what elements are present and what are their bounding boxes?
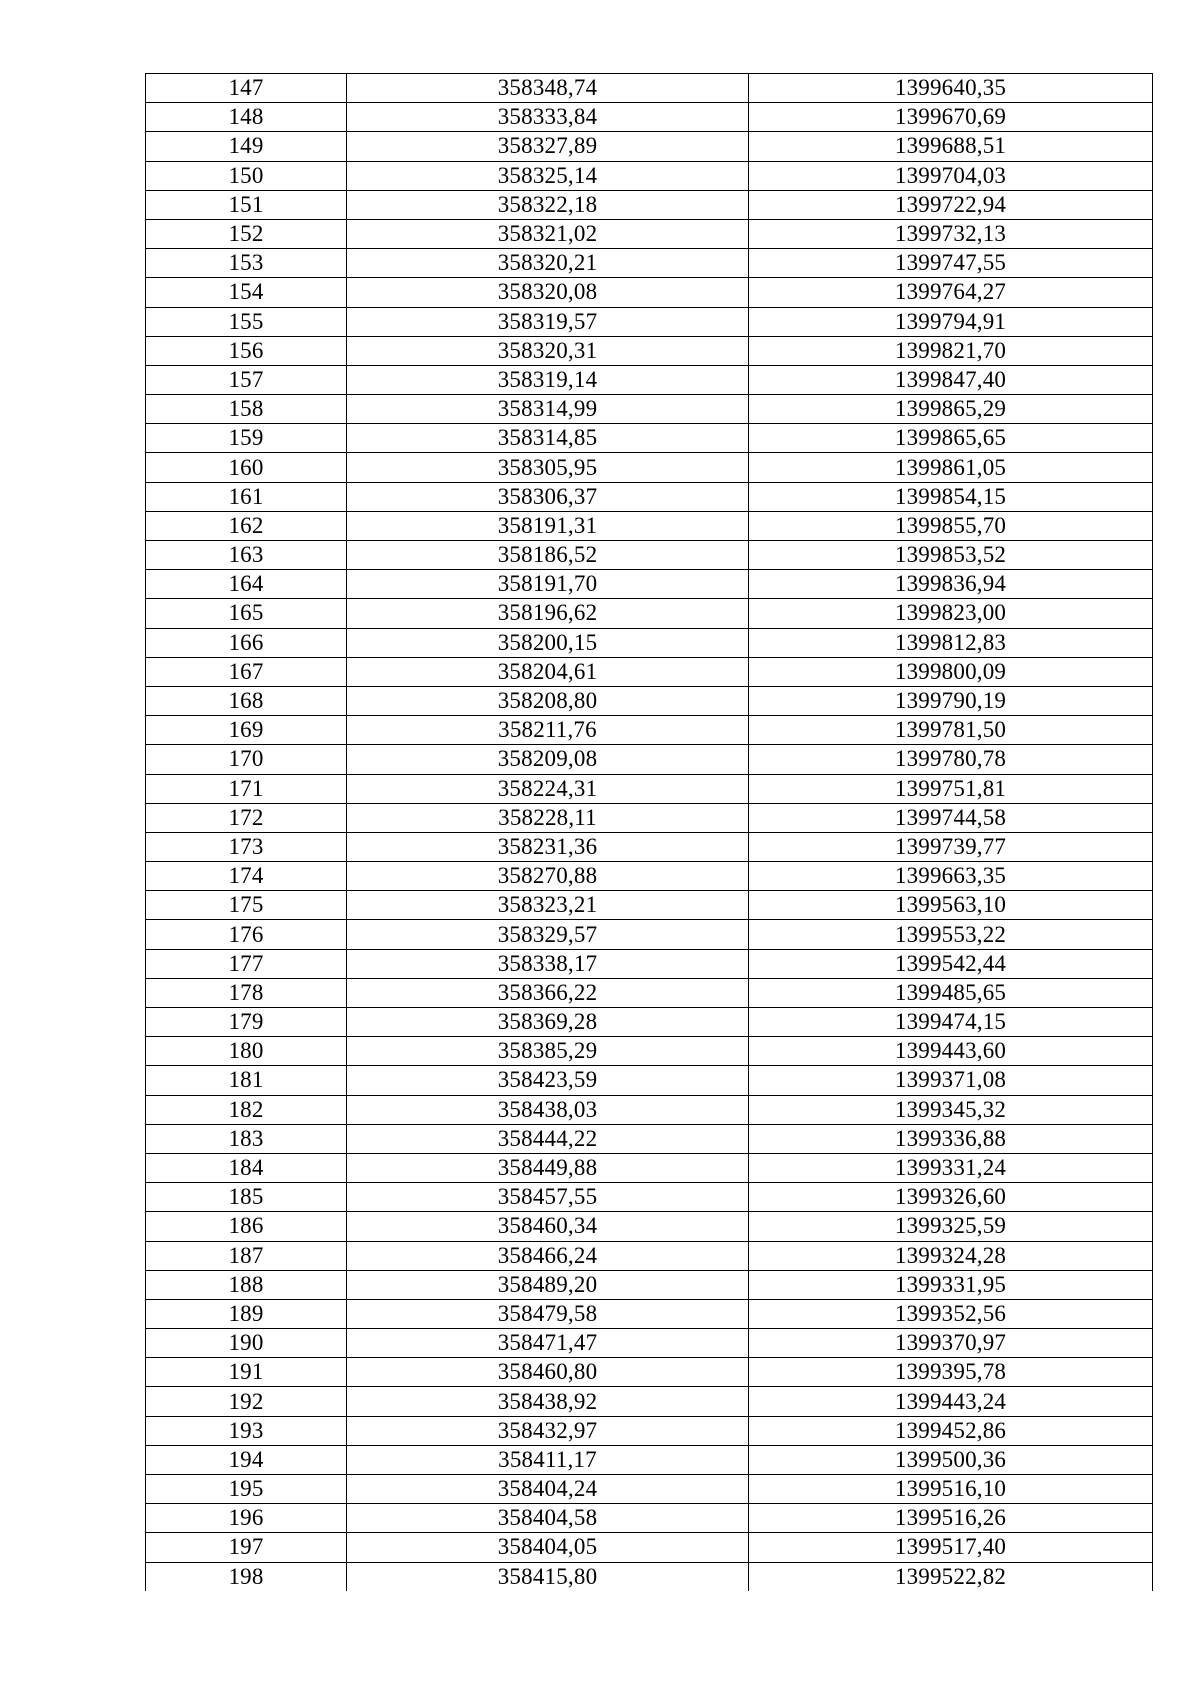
x-coordinate-cell: 358479,58 xyxy=(347,1299,749,1328)
y-coordinate-cell: 1399790,19 xyxy=(749,686,1153,715)
y-coordinate-cell: 1399352,56 xyxy=(749,1299,1153,1328)
table-row xyxy=(146,541,1153,570)
y-coordinate-cell: 1399542,44 xyxy=(749,949,1153,978)
table-row xyxy=(146,453,1153,482)
y-coordinate-cell: 1399326,60 xyxy=(749,1183,1153,1212)
table-row xyxy=(146,716,1153,745)
y-coordinate-cell: 1399553,22 xyxy=(749,920,1153,949)
table-row xyxy=(146,1562,1153,1591)
table-row xyxy=(146,686,1153,715)
table-row xyxy=(146,1504,1153,1533)
x-coordinate-cell: 358321,02 xyxy=(347,219,749,248)
point-number-cell: 160 xyxy=(146,453,347,482)
table-row xyxy=(146,1270,1153,1299)
x-coordinate-cell: 358404,58 xyxy=(347,1504,749,1533)
table-row xyxy=(146,365,1153,394)
point-number-cell: 190 xyxy=(146,1329,347,1358)
x-coordinate-cell: 358327,89 xyxy=(347,132,749,161)
table-row xyxy=(146,1533,1153,1562)
x-coordinate-cell: 358333,84 xyxy=(347,103,749,132)
point-number-cell: 182 xyxy=(146,1095,347,1124)
point-number-cell: 189 xyxy=(146,1299,347,1328)
point-number-cell: 147 xyxy=(146,74,347,103)
table-row xyxy=(146,1387,1153,1416)
table-row xyxy=(146,1008,1153,1037)
table-row xyxy=(146,862,1153,891)
x-coordinate-cell: 358348,74 xyxy=(347,74,749,103)
table-row xyxy=(146,132,1153,161)
table-row xyxy=(146,1475,1153,1504)
table-row xyxy=(146,978,1153,1007)
y-coordinate-cell: 1399516,26 xyxy=(749,1504,1153,1533)
table-row xyxy=(146,1124,1153,1153)
table-row xyxy=(146,1095,1153,1124)
table-row xyxy=(146,219,1153,248)
x-coordinate-cell: 358385,29 xyxy=(347,1037,749,1066)
y-coordinate-cell: 1399747,55 xyxy=(749,249,1153,278)
point-number-cell: 173 xyxy=(146,832,347,861)
point-number-cell: 166 xyxy=(146,628,347,657)
y-coordinate-cell: 1399853,52 xyxy=(749,541,1153,570)
y-coordinate-cell: 1399485,65 xyxy=(749,978,1153,1007)
y-coordinate-cell: 1399325,59 xyxy=(749,1212,1153,1241)
point-number-cell: 197 xyxy=(146,1533,347,1562)
y-coordinate-cell: 1399855,70 xyxy=(749,511,1153,540)
table-row xyxy=(146,920,1153,949)
point-number-cell: 150 xyxy=(146,161,347,190)
point-number-cell: 187 xyxy=(146,1241,347,1270)
y-coordinate-cell: 1399722,94 xyxy=(749,190,1153,219)
table-row xyxy=(146,103,1153,132)
point-number-cell: 157 xyxy=(146,365,347,394)
x-coordinate-cell: 358460,80 xyxy=(347,1358,749,1387)
y-coordinate-cell: 1399821,70 xyxy=(749,336,1153,365)
table-row xyxy=(146,161,1153,190)
point-number-cell: 178 xyxy=(146,978,347,1007)
x-coordinate-cell: 358208,80 xyxy=(347,686,749,715)
table-row xyxy=(146,628,1153,657)
x-coordinate-cell: 358369,28 xyxy=(347,1008,749,1037)
point-number-cell: 154 xyxy=(146,278,347,307)
y-coordinate-cell: 1399474,15 xyxy=(749,1008,1153,1037)
x-coordinate-cell: 358438,03 xyxy=(347,1095,749,1124)
y-coordinate-cell: 1399443,60 xyxy=(749,1037,1153,1066)
y-coordinate-cell: 1399395,78 xyxy=(749,1358,1153,1387)
y-coordinate-cell: 1399452,86 xyxy=(749,1416,1153,1445)
point-number-cell: 151 xyxy=(146,190,347,219)
table-row xyxy=(146,570,1153,599)
point-number-cell: 195 xyxy=(146,1475,347,1504)
y-coordinate-cell: 1399739,77 xyxy=(749,832,1153,861)
coordinates-table xyxy=(145,73,1153,1591)
table-row xyxy=(146,249,1153,278)
x-coordinate-cell: 358314,99 xyxy=(347,395,749,424)
table-row xyxy=(146,511,1153,540)
x-coordinate-cell: 358322,18 xyxy=(347,190,749,219)
point-number-cell: 169 xyxy=(146,716,347,745)
x-coordinate-cell: 358423,59 xyxy=(347,1066,749,1095)
table-row xyxy=(146,424,1153,453)
x-coordinate-cell: 358489,20 xyxy=(347,1270,749,1299)
point-number-cell: 171 xyxy=(146,774,347,803)
y-coordinate-cell: 1399847,40 xyxy=(749,365,1153,394)
table-row xyxy=(146,1153,1153,1182)
y-coordinate-cell: 1399732,13 xyxy=(749,219,1153,248)
y-coordinate-cell: 1399640,35 xyxy=(749,74,1153,103)
y-coordinate-cell: 1399500,36 xyxy=(749,1445,1153,1474)
x-coordinate-cell: 358224,31 xyxy=(347,774,749,803)
x-coordinate-cell: 358209,08 xyxy=(347,745,749,774)
table-row xyxy=(146,1329,1153,1358)
table-row xyxy=(146,1299,1153,1328)
table-row xyxy=(146,482,1153,511)
point-number-cell: 170 xyxy=(146,745,347,774)
y-coordinate-cell: 1399331,24 xyxy=(749,1153,1153,1182)
point-number-cell: 159 xyxy=(146,424,347,453)
x-coordinate-cell: 358200,15 xyxy=(347,628,749,657)
point-number-cell: 148 xyxy=(146,103,347,132)
x-coordinate-cell: 358314,85 xyxy=(347,424,749,453)
point-number-cell: 174 xyxy=(146,862,347,891)
x-coordinate-cell: 358415,80 xyxy=(347,1562,749,1591)
x-coordinate-cell: 358438,92 xyxy=(347,1387,749,1416)
table-row xyxy=(146,74,1153,103)
point-number-cell: 185 xyxy=(146,1183,347,1212)
table-row xyxy=(146,1416,1153,1445)
point-number-cell: 191 xyxy=(146,1358,347,1387)
y-coordinate-cell: 1399812,83 xyxy=(749,628,1153,657)
x-coordinate-cell: 358466,24 xyxy=(347,1241,749,1270)
table-row xyxy=(146,1066,1153,1095)
table-row xyxy=(146,307,1153,336)
table-row xyxy=(146,278,1153,307)
y-coordinate-cell: 1399865,29 xyxy=(749,395,1153,424)
point-number-cell: 158 xyxy=(146,395,347,424)
x-coordinate-cell: 358228,11 xyxy=(347,803,749,832)
x-coordinate-cell: 358323,21 xyxy=(347,891,749,920)
y-coordinate-cell: 1399370,97 xyxy=(749,1329,1153,1358)
y-coordinate-cell: 1399780,78 xyxy=(749,745,1153,774)
y-coordinate-cell: 1399345,32 xyxy=(749,1095,1153,1124)
x-coordinate-cell: 358191,70 xyxy=(347,570,749,599)
x-coordinate-cell: 358204,61 xyxy=(347,657,749,686)
y-coordinate-cell: 1399371,08 xyxy=(749,1066,1153,1095)
table-row xyxy=(146,599,1153,628)
y-coordinate-cell: 1399744,58 xyxy=(749,803,1153,832)
y-coordinate-cell: 1399854,15 xyxy=(749,482,1153,511)
point-number-cell: 184 xyxy=(146,1153,347,1182)
point-number-cell: 181 xyxy=(146,1066,347,1095)
point-number-cell: 183 xyxy=(146,1124,347,1153)
y-coordinate-cell: 1399794,91 xyxy=(749,307,1153,336)
x-coordinate-cell: 358432,97 xyxy=(347,1416,749,1445)
x-coordinate-cell: 358306,37 xyxy=(347,482,749,511)
point-number-cell: 198 xyxy=(146,1562,347,1591)
x-coordinate-cell: 358191,31 xyxy=(347,511,749,540)
y-coordinate-cell: 1399517,40 xyxy=(749,1533,1153,1562)
point-number-cell: 192 xyxy=(146,1387,347,1416)
table-row xyxy=(146,395,1153,424)
table-row xyxy=(146,336,1153,365)
y-coordinate-cell: 1399836,94 xyxy=(749,570,1153,599)
table-row xyxy=(146,1212,1153,1241)
table-row xyxy=(146,745,1153,774)
table-row xyxy=(146,949,1153,978)
x-coordinate-cell: 358211,76 xyxy=(347,716,749,745)
table-row xyxy=(146,1183,1153,1212)
x-coordinate-cell: 358320,31 xyxy=(347,336,749,365)
point-number-cell: 167 xyxy=(146,657,347,686)
x-coordinate-cell: 358411,17 xyxy=(347,1445,749,1474)
table-row xyxy=(146,190,1153,219)
y-coordinate-cell: 1399865,65 xyxy=(749,424,1153,453)
y-coordinate-cell: 1399516,10 xyxy=(749,1475,1153,1504)
table-row xyxy=(146,891,1153,920)
x-coordinate-cell: 358270,88 xyxy=(347,862,749,891)
y-coordinate-cell: 1399331,95 xyxy=(749,1270,1153,1299)
point-number-cell: 172 xyxy=(146,803,347,832)
x-coordinate-cell: 358231,36 xyxy=(347,832,749,861)
point-number-cell: 177 xyxy=(146,949,347,978)
point-number-cell: 164 xyxy=(146,570,347,599)
y-coordinate-cell: 1399443,24 xyxy=(749,1387,1153,1416)
x-coordinate-cell: 358449,88 xyxy=(347,1153,749,1182)
y-coordinate-cell: 1399670,69 xyxy=(749,103,1153,132)
point-number-cell: 188 xyxy=(146,1270,347,1299)
x-coordinate-cell: 358404,05 xyxy=(347,1533,749,1562)
y-coordinate-cell: 1399336,88 xyxy=(749,1124,1153,1153)
x-coordinate-cell: 358186,52 xyxy=(347,541,749,570)
x-coordinate-cell: 358460,34 xyxy=(347,1212,749,1241)
point-number-cell: 162 xyxy=(146,511,347,540)
x-coordinate-cell: 358457,55 xyxy=(347,1183,749,1212)
table-row xyxy=(146,803,1153,832)
point-number-cell: 194 xyxy=(146,1445,347,1474)
point-number-cell: 155 xyxy=(146,307,347,336)
x-coordinate-cell: 358444,22 xyxy=(347,1124,749,1153)
x-coordinate-cell: 358305,95 xyxy=(347,453,749,482)
table-row xyxy=(146,1358,1153,1387)
x-coordinate-cell: 358366,22 xyxy=(347,978,749,1007)
point-number-cell: 175 xyxy=(146,891,347,920)
table-row xyxy=(146,1445,1153,1474)
point-number-cell: 193 xyxy=(146,1416,347,1445)
x-coordinate-cell: 358319,57 xyxy=(347,307,749,336)
y-coordinate-cell: 1399781,50 xyxy=(749,716,1153,745)
point-number-cell: 176 xyxy=(146,920,347,949)
point-number-cell: 156 xyxy=(146,336,347,365)
x-coordinate-cell: 358471,47 xyxy=(347,1329,749,1358)
point-number-cell: 180 xyxy=(146,1037,347,1066)
point-number-cell: 168 xyxy=(146,686,347,715)
x-coordinate-cell: 358196,62 xyxy=(347,599,749,628)
x-coordinate-cell: 358329,57 xyxy=(347,920,749,949)
table-row xyxy=(146,774,1153,803)
point-number-cell: 163 xyxy=(146,541,347,570)
y-coordinate-cell: 1399861,05 xyxy=(749,453,1153,482)
y-coordinate-cell: 1399563,10 xyxy=(749,891,1153,920)
point-number-cell: 165 xyxy=(146,599,347,628)
point-number-cell: 153 xyxy=(146,249,347,278)
x-coordinate-cell: 358338,17 xyxy=(347,949,749,978)
x-coordinate-cell: 358319,14 xyxy=(347,365,749,394)
point-number-cell: 196 xyxy=(146,1504,347,1533)
table-row xyxy=(146,832,1153,861)
table-row xyxy=(146,657,1153,686)
y-coordinate-cell: 1399324,28 xyxy=(749,1241,1153,1270)
point-number-cell: 152 xyxy=(146,219,347,248)
coordinates-table-body xyxy=(146,74,1153,1591)
y-coordinate-cell: 1399688,51 xyxy=(749,132,1153,161)
y-coordinate-cell: 1399823,00 xyxy=(749,599,1153,628)
y-coordinate-cell: 1399800,09 xyxy=(749,657,1153,686)
point-number-cell: 179 xyxy=(146,1008,347,1037)
x-coordinate-cell: 358325,14 xyxy=(347,161,749,190)
point-number-cell: 149 xyxy=(146,132,347,161)
y-coordinate-cell: 1399764,27 xyxy=(749,278,1153,307)
x-coordinate-cell: 358320,21 xyxy=(347,249,749,278)
point-number-cell: 186 xyxy=(146,1212,347,1241)
table-row xyxy=(146,1241,1153,1270)
y-coordinate-cell: 1399522,82 xyxy=(749,1562,1153,1591)
y-coordinate-cell: 1399751,81 xyxy=(749,774,1153,803)
point-number-cell: 161 xyxy=(146,482,347,511)
y-coordinate-cell: 1399704,03 xyxy=(749,161,1153,190)
table-row xyxy=(146,1037,1153,1066)
x-coordinate-cell: 358320,08 xyxy=(347,278,749,307)
y-coordinate-cell: 1399663,35 xyxy=(749,862,1153,891)
x-coordinate-cell: 358404,24 xyxy=(347,1475,749,1504)
